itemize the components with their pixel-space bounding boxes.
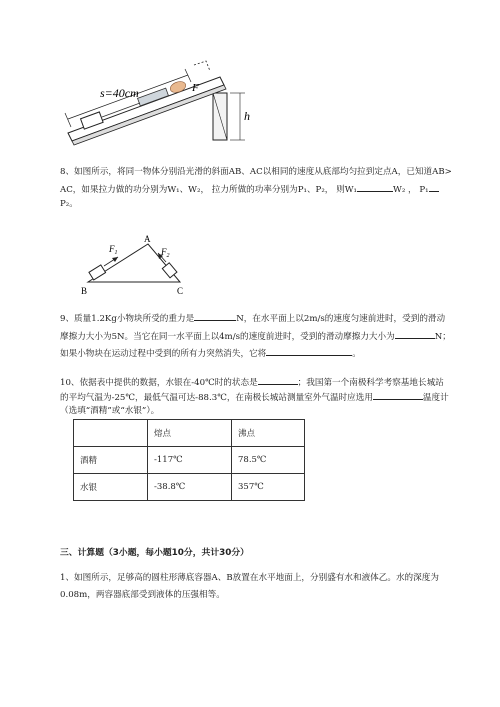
force-f2-subscript: 2: [166, 253, 170, 259]
table-cell: 357℃: [232, 474, 305, 501]
q10-blank-state[interactable]: [258, 375, 298, 385]
q8-line2b-text: W₂ ， P₁: [392, 185, 429, 195]
q10-line1a: 10、依据表中提供的数据，水银在-40℃时的状态是: [60, 378, 258, 388]
table-cell: 水银: [74, 474, 148, 501]
q9-line1: [60, 311, 445, 325]
q9-line1a: 9、质量1.2Kg小物块所受的重力是: [60, 314, 195, 324]
q9-blank-friction[interactable]: [395, 329, 435, 339]
force-f2-letter: F: [161, 247, 167, 257]
q9-blank-gravity[interactable]: [194, 311, 236, 321]
table-header-cell: [74, 420, 148, 447]
q8-blank-p[interactable]: [429, 182, 439, 192]
q10-line3: （选填“酒精”或“水银”）。: [60, 406, 160, 416]
q9-blank-motion[interactable]: [266, 346, 352, 356]
vertex-c-label: C: [177, 286, 184, 296]
q8-line2-text: AC，如果拉力做的功分别为W₁、W₂， 拉力所做的功率分别为P₁、P₂， 则W₁: [60, 185, 357, 195]
q8-line1: 8、如图所示，将同一物体分别沿光滑的斜面AB、AC以相同的速度从底部均匀拉到定点A，已知道AB>: [60, 167, 452, 177]
force-f1-letter: F: [109, 244, 115, 254]
q9-line2b: N；: [434, 332, 451, 342]
section-title: 三、计算题（3小题，每小题10分，共计30分）: [60, 548, 249, 558]
table-row: [74, 474, 305, 501]
force-label: F: [192, 82, 199, 94]
table-header-row: [74, 420, 305, 447]
q10-line2: [60, 390, 449, 404]
q9-line3a: 如果小物块在运动过程中受到的所有力突然消失，它将: [60, 349, 267, 359]
vertex-b-label: B: [81, 286, 88, 296]
table-cell: 酒精: [74, 447, 148, 474]
table-header-cell: 沸点: [232, 420, 305, 447]
melting-boiling-table: [73, 419, 305, 501]
table-row: [74, 447, 305, 474]
q9-line3: [60, 346, 361, 360]
q9-line3b: 。: [352, 349, 361, 359]
q8-line3: P₂。: [60, 199, 78, 209]
table-cell: 78.5℃: [232, 447, 305, 474]
vertex-a-label: A: [144, 234, 151, 244]
q8-blank-w[interactable]: [357, 182, 393, 192]
table-cell: -117℃: [148, 447, 232, 474]
force-f1-subscript: 1: [114, 250, 118, 256]
q10-line2a: 的平均气温为-25℃，最低气温可达-88.3℃，在南极长城站测量室外气温时应选用: [60, 393, 373, 403]
distance-label: s=40cm: [100, 86, 139, 100]
q9-line2a: 摩擦力大小为5N。当它在同一水平面上以4m/s的速度前进时，受到的滑动摩擦力大小为: [60, 332, 395, 342]
q1-line1: 1、如图所示，足够高的圆柱形薄底容器A、B放置在水平地面上，分别盛有水和液体乙。水的深度为: [60, 573, 439, 583]
incline-figure: [60, 55, 270, 150]
q10-line1b: ；我国第一个南极科学考察基地长城站: [297, 378, 444, 388]
q8-line2: [60, 182, 439, 196]
table-cell: -38.8℃: [148, 474, 232, 501]
triangle-figure: [78, 232, 198, 302]
q10-line2b: 温度计: [422, 393, 449, 403]
q9-line1b: N，在水平面上以2m/s的速度匀速前进时，受到的滑动: [236, 314, 446, 324]
q10-line1: [60, 375, 444, 389]
q10-blank-thermometer[interactable]: [373, 390, 423, 400]
q9-line2: [60, 329, 451, 343]
height-label: h: [244, 109, 250, 123]
q1-line2: 0.08m，两容器底部受到液体的压强相等。: [60, 590, 225, 600]
force-f1-label: [108, 244, 118, 256]
table-header-cell: 熔点: [148, 420, 232, 447]
